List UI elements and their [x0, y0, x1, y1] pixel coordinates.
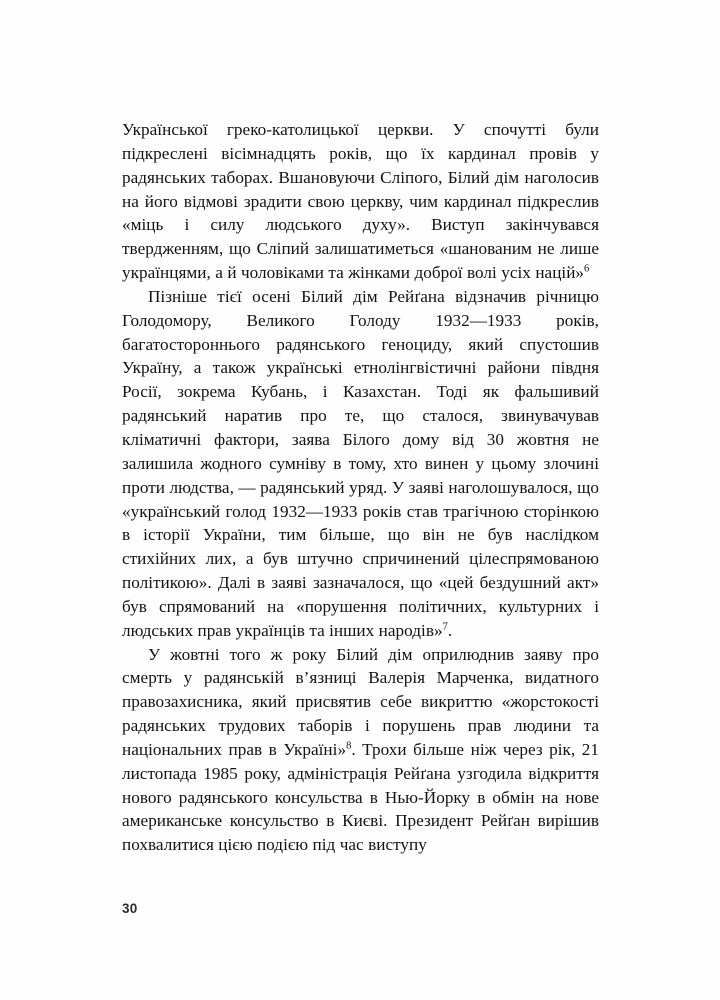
paragraph-2	[122, 285, 599, 643]
paragraph-2-tail: .	[447, 620, 453, 640]
paragraph-2-text: Пізніше тієї осені Білий дім Рейґана відзначив річницю Голодомору, Великого Голоду 1932—1933 років, багатостороннього радянського геноциду, який спустошив Україну, а також українські етнолінгвістичні райони півдня Росії, зокрема Кубань, і Казахстан. Тоді як фальшивий радянський наратив про те, що сталося, звинувачував кліматичні фактори, заява Білого дому від 30 жовтня не залишила жодного сумніву в тому, хто винен у цьому злочині проти людства, — радянський уряд. У заяві наголошувалося, що «український голод 1932—1933 років став трагічною сторінкою в історії України, тим більше, що він не був наслідком стихійних лих, а був штучно спричинений цілеспрямованою політикою». Далі в заяві зазначалося, що «цей бездушний акт» був спрямований на «порушення політичних, культурних і людських прав українців та інших народів»	[122, 286, 599, 640]
paragraph-3-tail: . Трохи більше ніж через рік, 21 листопада 1985 року, адміністрація Рейґана узгодила відкриття нового радянського консульства в Нью-Йорку в обмін на нове американське консульство в Києві. Президент Рейґан вирішив похвалитися цією подією під час виступу	[122, 739, 599, 855]
paragraph-3	[122, 643, 599, 858]
paragraph-1	[122, 118, 599, 285]
paragraph-3-text: У жовтні того ж року Білий дім оприлюднив заяву про смерть у радянській в’язниці Валерія Марченка, видатного правозахисника, який присвятив себе викриттю «жорстокості радянських трудових таборів і порушень прав людини та національних прав в Україні»	[122, 644, 599, 759]
page-number: 30	[122, 901, 138, 916]
footnote-marker-6[interactable]: 6	[584, 263, 590, 275]
footnote-marker-8[interactable]: 8	[346, 740, 352, 752]
paragraph-1-text: Української греко-католицької церкви. У спочутті були підкреслені вісімнадцять років, що їх кардинал провів у радянських таборах. Вшановуючи Сліпого, Білий дім наголосив на його відмові зрадити свою церкву, чим кардинал підкреслив «міць і силу людського духу». Виступ закінчувався твердженням, що Сліпий залишатиметься «шанованим не лише українцями, а й чоловіками та жінками доброї волі усіх націй»	[122, 120, 599, 283]
footnote-marker-7[interactable]: 7	[442, 620, 448, 632]
page-text-block	[122, 118, 599, 857]
